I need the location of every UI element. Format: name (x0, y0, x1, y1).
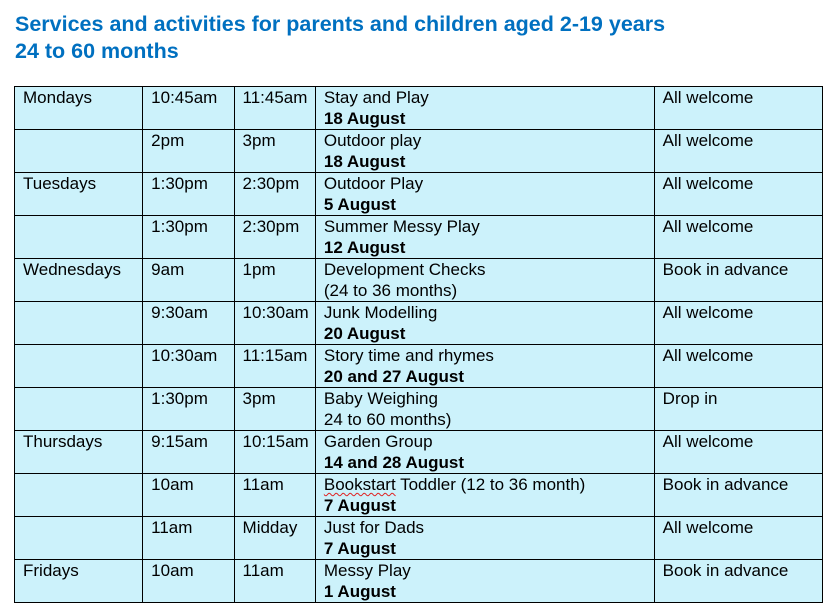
activity-cell (315, 259, 654, 302)
page-heading (15, 11, 665, 65)
booking-cell: All welcome (654, 431, 822, 474)
start-time-cell: 10:30am (143, 345, 234, 388)
activity-date: 24 to 60 months) (323, 410, 452, 429)
start-time-cell: 2pm (143, 130, 234, 173)
activity-cell (315, 560, 654, 603)
activity-date: (24 to 36 months) (323, 281, 458, 300)
booking-cell: All welcome (654, 130, 822, 173)
activity-date: 7 August (323, 496, 396, 515)
activity-cell (315, 388, 654, 431)
activity-date: 12 August (323, 238, 406, 257)
day-cell: Fridays (15, 560, 143, 603)
activity-date: 18 August (323, 152, 406, 171)
start-time-cell: 10am (143, 474, 234, 517)
end-time-cell: 3pm (234, 130, 315, 173)
activity-name: Messy Play (323, 561, 411, 580)
activity-date: 14 and 28 August (323, 453, 465, 472)
booking-cell: All welcome (654, 345, 822, 388)
end-time-cell: 1pm (234, 259, 315, 302)
activity-cell (315, 474, 654, 517)
booking-cell: Book in advance (654, 560, 822, 603)
activity-date: 20 August (323, 324, 406, 343)
booking-cell: All welcome (654, 517, 822, 560)
end-time-cell: 10:15am (234, 431, 315, 474)
booking-cell: All welcome (654, 87, 822, 130)
activity-cell (315, 517, 654, 560)
table-row (15, 173, 823, 216)
activity-date: 20 and 27 August (323, 367, 465, 386)
activity-name: Outdoor Play (323, 174, 424, 193)
activity-cell (315, 345, 654, 388)
table-row (15, 302, 823, 345)
end-time-cell: 11:45am (234, 87, 315, 130)
day-cell (15, 302, 143, 345)
activity-cell (315, 87, 654, 130)
activity-date: 1 August (323, 582, 396, 601)
end-time-cell: 11am (234, 474, 315, 517)
end-time-cell: 11am (234, 560, 315, 603)
booking-cell: All welcome (654, 216, 822, 259)
activity-cell (315, 130, 654, 173)
start-time-cell: 10:45am (143, 87, 234, 130)
activity-name: Just for Dads (323, 518, 425, 537)
activity-date: 7 August (323, 539, 396, 558)
activity-name: Baby Weighing (323, 389, 438, 408)
end-time-cell: 2:30pm (234, 216, 315, 259)
start-time-cell: 9am (143, 259, 234, 302)
table-row (15, 345, 823, 388)
day-cell (15, 474, 143, 517)
day-cell: Wednesdays (15, 259, 143, 302)
start-time-cell: 1:30pm (143, 173, 234, 216)
activity-cell (315, 302, 654, 345)
start-time-cell: 9:30am (143, 302, 234, 345)
start-time-cell: 10am (143, 560, 234, 603)
activity-name: Development Checks (323, 260, 486, 279)
table-row (15, 560, 823, 603)
table-row (15, 388, 823, 431)
activity-cell (315, 216, 654, 259)
day-cell: Thursdays (15, 431, 143, 474)
page-subtitle: 24 to 60 months (15, 39, 179, 63)
end-time-cell: 3pm (234, 388, 315, 431)
table-row (15, 259, 823, 302)
end-time-cell: 2:30pm (234, 173, 315, 216)
end-time-cell: 11:15am (234, 345, 315, 388)
activity-date: 18 August (323, 109, 406, 128)
table-row (15, 87, 823, 130)
start-time-cell: 1:30pm (143, 216, 234, 259)
end-time-cell: 10:30am (234, 302, 315, 345)
activity-name-rest: Toddler (12 to 36 month) (395, 475, 586, 494)
start-time-cell: 11am (143, 517, 234, 560)
activity-name (324, 474, 646, 495)
day-cell (15, 216, 143, 259)
booking-cell: All welcome (654, 302, 822, 345)
start-time-cell: 1:30pm (143, 388, 234, 431)
table-row (15, 431, 823, 474)
activity-name: Outdoor play (323, 131, 422, 150)
table-row (15, 474, 823, 517)
page-title: Services and activities for parents and children aged 2-19 years (15, 12, 666, 36)
day-cell: Mondays (15, 87, 143, 130)
activity-name: Garden Group (323, 432, 433, 451)
schedule-table (14, 86, 823, 603)
table-row (15, 216, 823, 259)
activity-date: 5 August (323, 195, 396, 214)
activity-name: Summer Messy Play (323, 217, 480, 236)
end-time-cell: Midday (234, 517, 315, 560)
day-cell (15, 345, 143, 388)
day-cell (15, 388, 143, 431)
activity-name: Story time and rhymes (323, 346, 494, 365)
activity-cell (315, 431, 654, 474)
activity-name: Junk Modelling (323, 303, 438, 322)
activity-cell (315, 173, 654, 216)
day-cell (15, 517, 143, 560)
booking-cell: Book in advance (654, 259, 822, 302)
day-cell: Tuesdays (15, 173, 143, 216)
table-row (15, 130, 823, 173)
spellcheck-word: Bookstart (323, 475, 396, 494)
booking-cell: Drop in (654, 388, 822, 431)
booking-cell: Book in advance (654, 474, 822, 517)
day-cell (15, 130, 143, 173)
start-time-cell: 9:15am (143, 431, 234, 474)
table-row (15, 517, 823, 560)
booking-cell: All welcome (654, 173, 822, 216)
activity-name: Stay and Play (323, 88, 429, 107)
